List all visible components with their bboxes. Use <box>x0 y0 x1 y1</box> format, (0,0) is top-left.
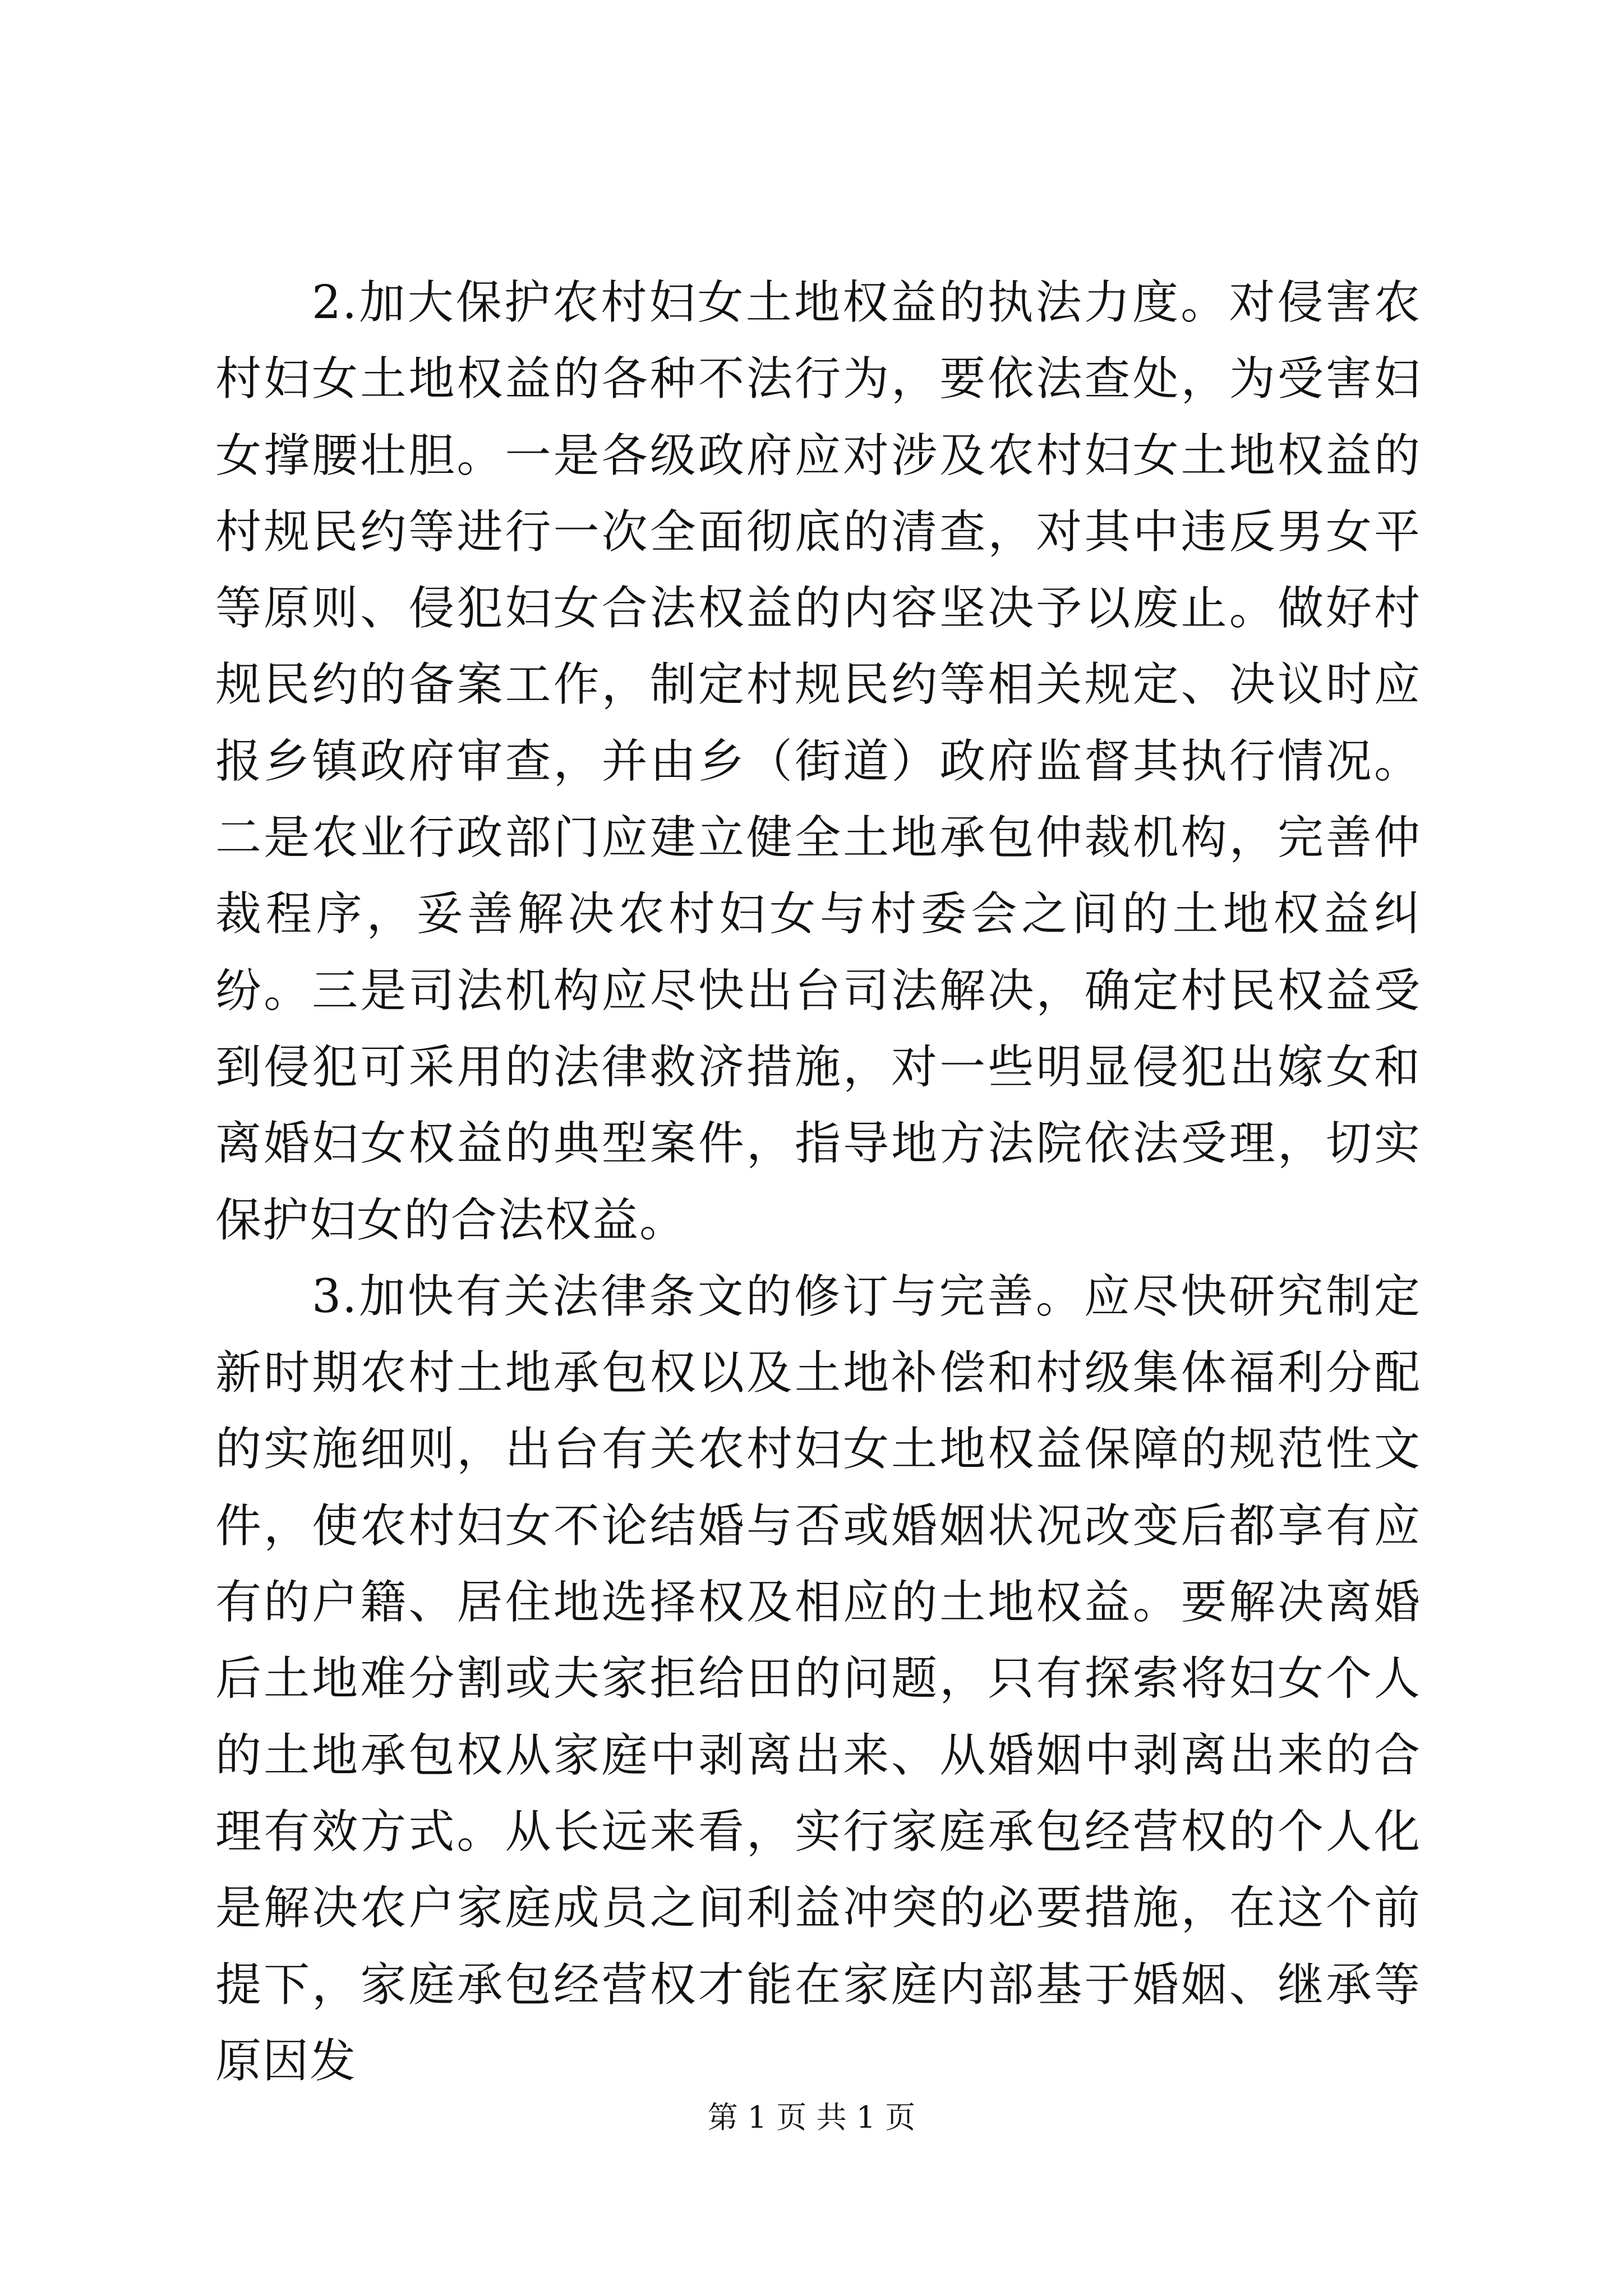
page-number-footer: 第 1 页 共 1 页 <box>707 2100 916 2135</box>
paragraph-3: 3.加快有关法律条文的修订与完善。应尽快研究制定新时期农村土地承包权以及土地补偿和村级集体福利分配的实施细则，出台有关农村妇女土地权益保障的规范性文件，使农村妇女不论结婚与否或婚姻状况改变后都享有应有的户籍、居住地选择权及相应的土地权益。要解决离婚后土地难分割或夫家拒给田的问题，只有探索将妇女个人的土地承包权从家庭中剥离出来、从婚姻中剥离出来的合理有效方式。从长远来看，实行家庭承包经营权的个人化是解决农户家庭成员之间利益冲突的必要措施，在这个前提下，家庭承包经营权才能在家庭内部基于婚姻、继承等原因发 <box>215 1269 1421 2088</box>
document-body <box>215 265 1421 2100</box>
paragraph-2: 2.加大保护农村妇女土地权益的执法力度。对侵害农村妇女土地权益的各种不法行为，要依法查处，为受害妇女撑腰壮胆。一是各级政府应对涉及农村妇女土地权益的村规民约等进行一次全面彻底的清查，对其中违反男女平等原则、侵犯妇女合法权益的内容坚决予以废止。做好村规民约的备案工作，制定村规民约等相关规定、决议时应报乡镇政府审查，并由乡（街道）政府监督其执行情况。二是农业行政部门应建立健全土地承包仲裁机构，完善仲裁程序，妥善解决农村妇女与村委会之间的土地权益纠纷。三是司法机构应尽快出台司法解决，确定村民权益受到侵犯可采用的法律救济措施，对一些明显侵犯出嫁女和离婚妇女权益的典型案件，指导地方法院依法受理，切实保护妇女的合法权益。 <box>215 276 1421 1247</box>
